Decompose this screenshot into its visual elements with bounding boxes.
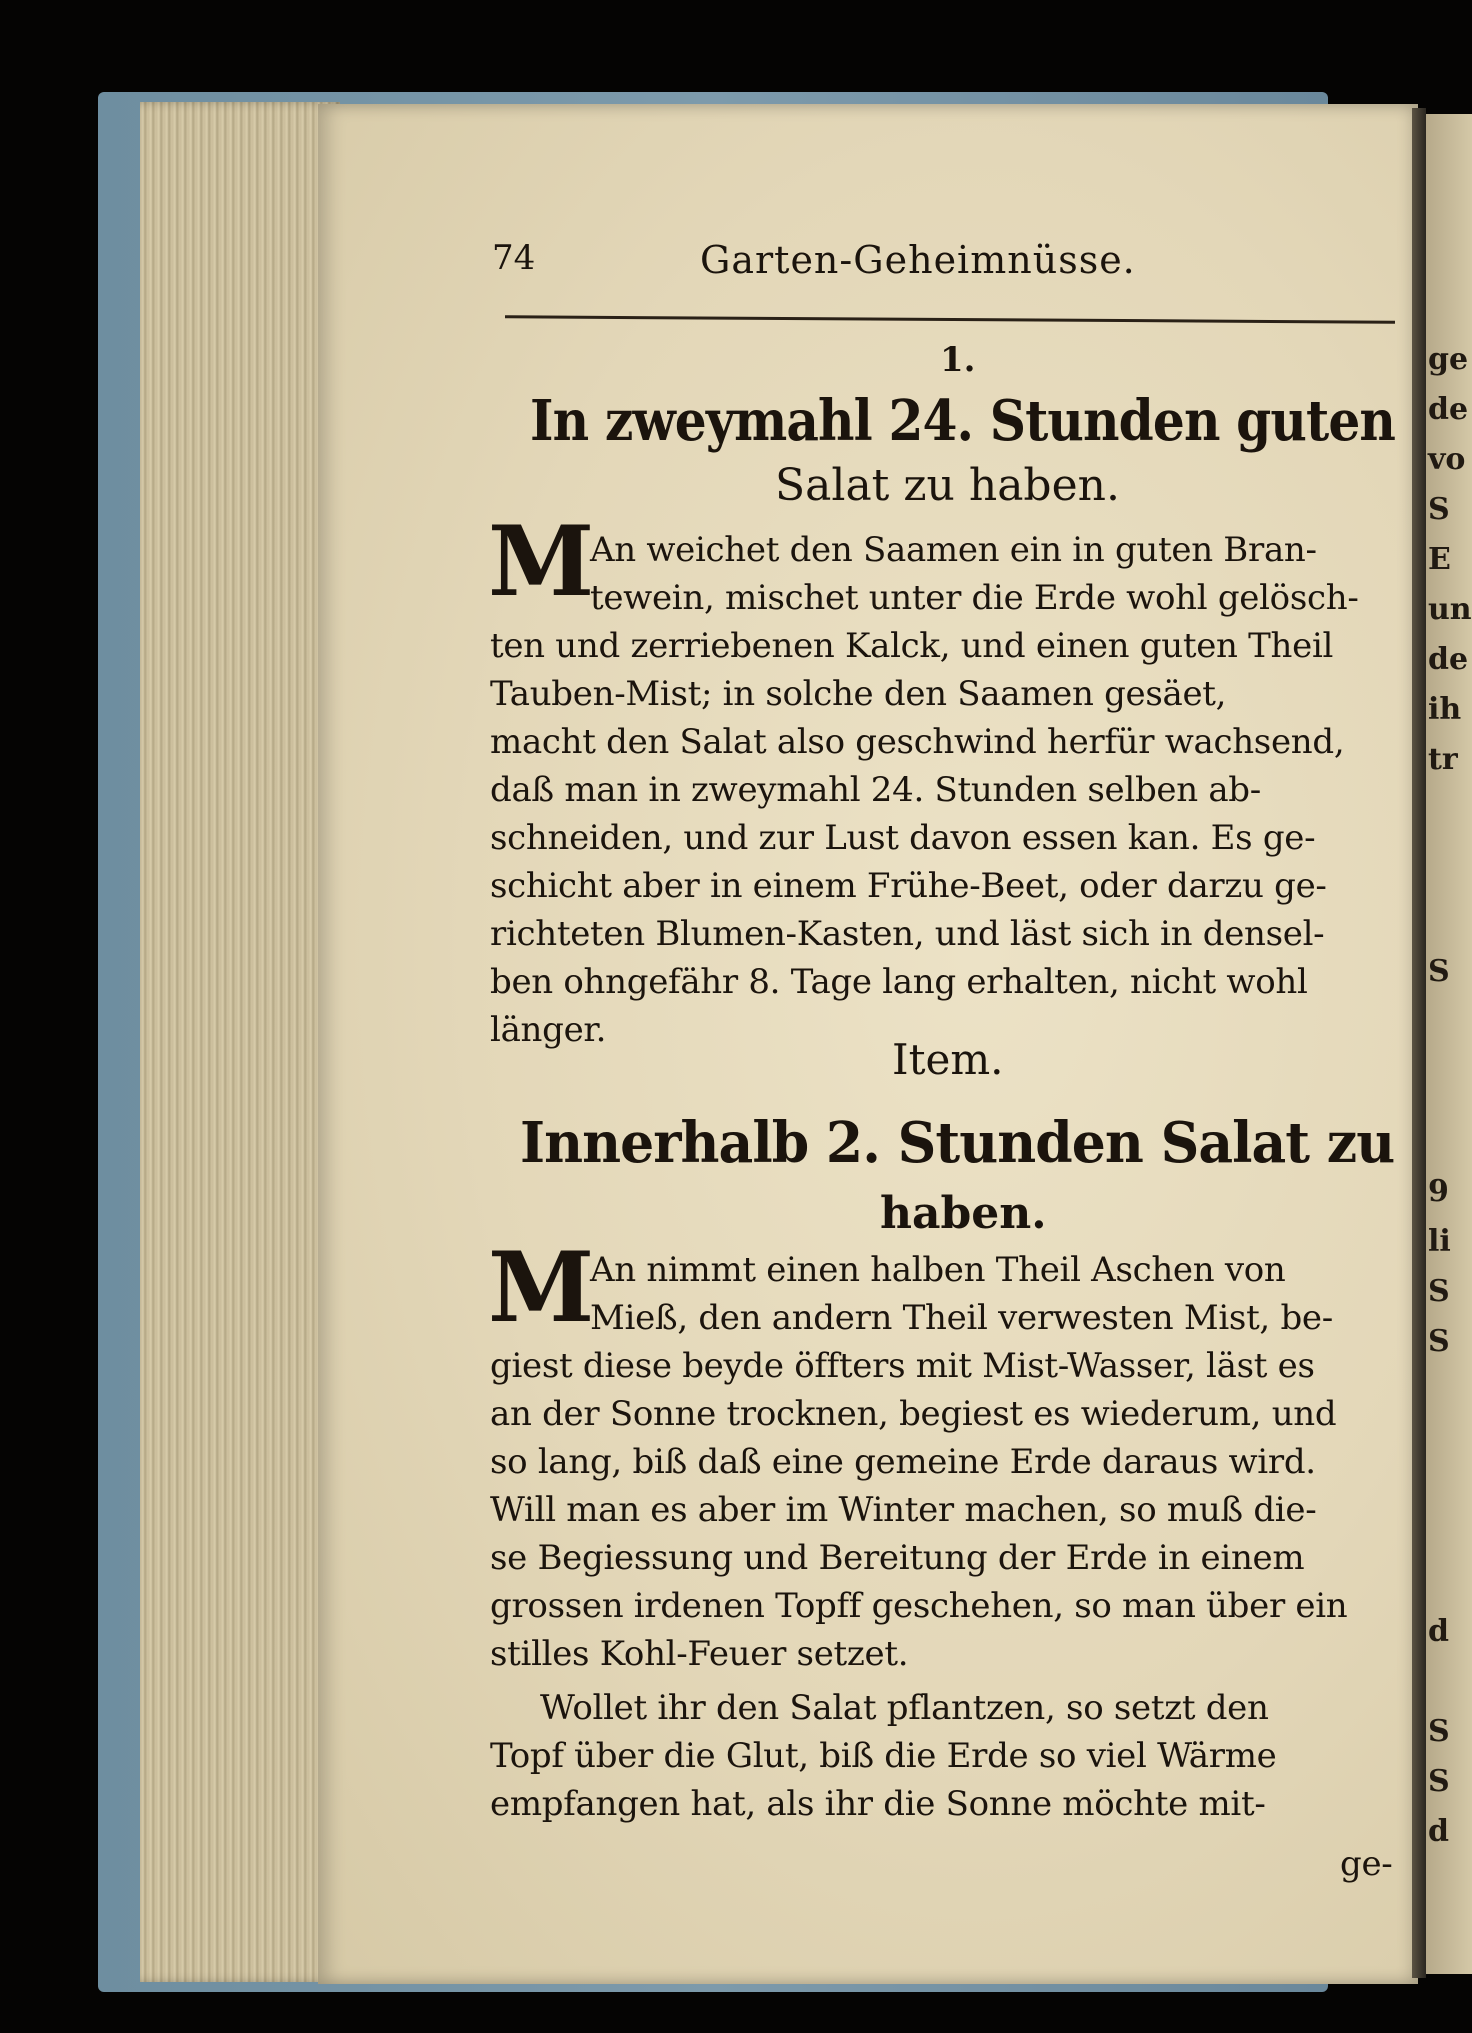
text-line: tewein, mischet unter die Erde wohl gelösch- (590, 578, 1359, 618)
text-line: ten und zerriebenen Kalck, und einen guten Theil (490, 626, 1334, 666)
section-subheading: haben. (880, 1188, 1047, 1239)
text-line: Will man es aber im Winter machen, so muß die- (490, 1490, 1317, 1530)
text-line: Mieß, den andern Theil verwesten Mist, be- (590, 1298, 1333, 1338)
text-line: Topf über die Glut, biß die Erde so viel Wärme (490, 1736, 1277, 1776)
text-line: ben ohngefähr 8. Tage lang erhalten, nicht wohl (490, 962, 1308, 1002)
facing-page-text: ih (1428, 692, 1462, 727)
facing-page-text: vo (1428, 442, 1466, 477)
section-heading: In zweymahl 24. Stunden guten (530, 388, 1396, 454)
facing-page-text: E (1428, 542, 1451, 577)
facing-page-text: S (1428, 1764, 1450, 1799)
facing-page-text: tr (1428, 742, 1458, 777)
text-line: empfangen hat, als ihr die Sonne möchte mit- (490, 1784, 1266, 1824)
text-line: schneiden, und zur Lust davon essen kan. Es ge- (490, 818, 1316, 858)
facing-page-text: S (1428, 1324, 1450, 1359)
text-line: schicht aber in einem Frühe-Beet, oder darzu ge- (490, 866, 1327, 906)
text-line: stilles Kohl-Feuer setzet. (490, 1634, 909, 1674)
text-line: An nimmt einen halben Theil Aschen von (590, 1250, 1286, 1290)
text-line: se Begiessung und Bereitung der Erde in einem (490, 1538, 1305, 1578)
text-line: länger. (490, 1010, 607, 1050)
drop-cap: M (488, 1231, 595, 1344)
page-number: 74 (492, 238, 536, 278)
text-line: richteten Blumen-Kasten, und läst sich in densel- (490, 914, 1325, 954)
section-subheading: Salat zu haben. (775, 460, 1120, 511)
facing-page-text: S (1428, 1274, 1450, 1309)
book-gutter (1412, 108, 1426, 1978)
facing-page-text: de (1428, 642, 1469, 677)
facing-page-text: d (1428, 1814, 1449, 1849)
text-line: so lang, biß daß eine gemeine Erde daraus wird. (490, 1442, 1316, 1482)
facing-page-text: ge (1428, 342, 1469, 377)
running-title: Garten-Geheimnüsse. (700, 238, 1136, 282)
text-line: daß man in zweymahl 24. Stunden selben ab- (490, 770, 1261, 810)
text-line: Tauben-Mist; in solche den Saamen gesäet, (490, 674, 1227, 714)
section-heading: Innerhalb 2. Stunden Salat zu (520, 1110, 1395, 1176)
text-line: an der Sonne trocknen, begiest es wiederum, und (490, 1394, 1337, 1434)
text-line: giest diese beyde öffters mit Mist-Wasser, läst es (490, 1346, 1315, 1386)
drop-cap: M (488, 505, 595, 618)
text-line: Wollet ihr den Salat pflantzen, so setzt den (540, 1688, 1269, 1728)
item-label: Item. (892, 1035, 1004, 1084)
page-edges (140, 102, 340, 1982)
section-number: 1. (940, 340, 976, 380)
text-line: grossen irdenen Topff geschehen, so man über ein (490, 1586, 1348, 1626)
catchword: ge- (1340, 1844, 1393, 1884)
facing-page-fragment (1426, 114, 1472, 1974)
facing-page-text: d (1428, 1614, 1449, 1649)
facing-page-text: 9 (1428, 1174, 1449, 1209)
facing-page-text: un (1428, 592, 1472, 627)
text-line: macht den Salat also geschwind herfür wachsend, (490, 722, 1345, 762)
text-line: An weichet den Saamen ein in guten Bran- (590, 530, 1317, 570)
facing-page-text: S (1428, 1714, 1450, 1749)
facing-page-text: de (1428, 392, 1469, 427)
facing-page-text: S (1428, 492, 1450, 527)
facing-page-text: S (1428, 954, 1450, 989)
facing-page-text: li (1428, 1224, 1451, 1259)
